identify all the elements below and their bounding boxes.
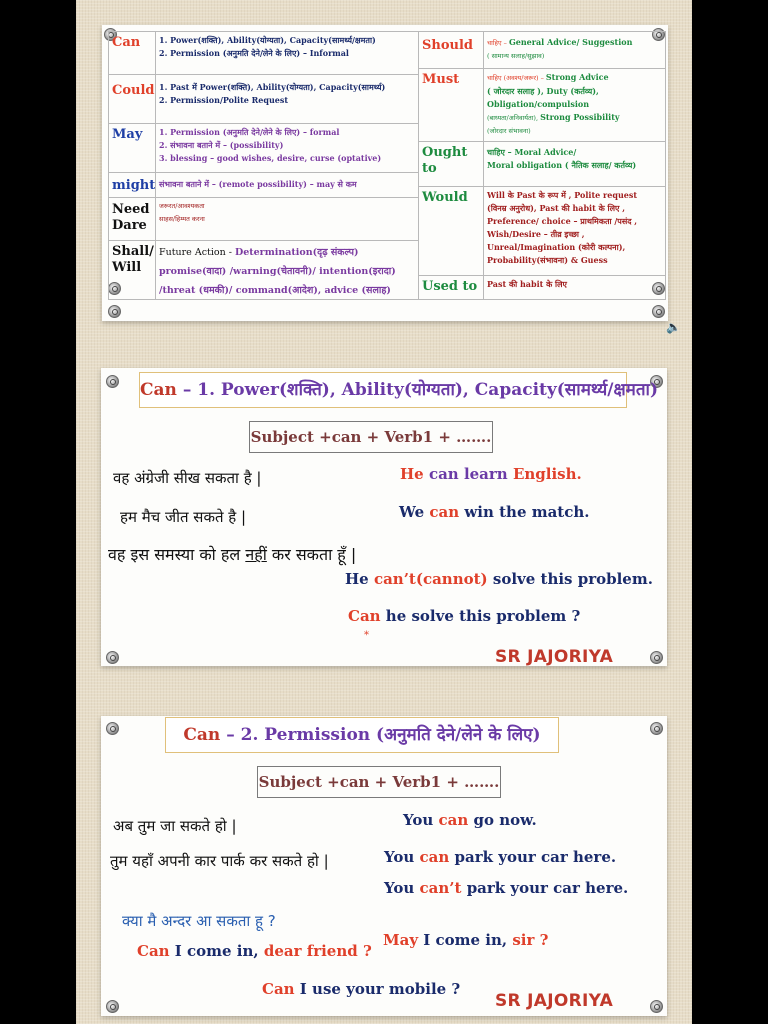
desc-used-to: Past की habit के लिए [483, 275, 666, 300]
key-used-to: Used to [418, 275, 484, 300]
key-might: might [108, 172, 156, 198]
key-can: Can [108, 31, 156, 75]
board1-english-1: He can learn English. [400, 465, 582, 483]
key-would: Would [418, 186, 484, 276]
desc-should: चाहिए – General Advice/ Suggestion ( सामान्य सलाह/सुझाव) [483, 31, 666, 69]
desc-may: 1. Permission (अनुमति देने/लेने के लिए) – formal 2. संभावना बताने में – (possibility) 3. blessing – good wishes, desire, curse (optative) [155, 123, 419, 173]
desc-ought-to: चाहिए – Moral Advice/ Moral obligation ( नैतिक सलाह/ कर्तव्य) [483, 141, 666, 187]
pin-icon [106, 1000, 119, 1013]
desc-would: Will के Past के रूप में , Polite request (विनम्र अनुरोध), Past की habit के लिए , Preference/ choice – प्राथमिकता /पसंद , Wish/Desire – तीव्र इच्छा , Unreal/Imagination (कोरी कल्पना), Probability(संभावना) & Guess [483, 186, 666, 276]
board2-hindi-2: तुम यहाँ अपनी कार पार्क कर सकते हो | [110, 852, 329, 870]
pin-icon [106, 651, 119, 664]
board1-hindi-3: वह इस समस्या को हल नहीं कर सकता हूँ | [108, 545, 357, 564]
board1-english-2: We can win the match. [399, 503, 590, 521]
board2-english-1: You can go now. [403, 811, 537, 829]
desc-shall-will: Future Action - Determination(दृढ़ संकल्प) promise(वादा) /warning(चेतावनी)/ intention(इरादा) /threat (धमकी)/ command(आदेश), advice (सलाह) [155, 240, 419, 300]
pin-icon [650, 651, 663, 664]
key-may: May [108, 123, 156, 173]
desc-can: 1. Power(शक्ति), Ability(योग्यता), Capacity(सामर्थ्य/क्षमता) 2. Permission (अनुमति देने/लेने के लिए) – Informal [155, 31, 419, 75]
board2-hindi-1: अब तुम जा सकते हो | [113, 817, 237, 835]
board2-hindi-4: क्या मै अन्दर आ सकता हू ? [122, 912, 276, 930]
board2-english-3: You can’t park your car here. [384, 879, 629, 897]
pin-icon [106, 722, 119, 735]
board2-formula: Subject +can + Verb1 + ……. [257, 766, 501, 798]
board2-english-5: Can I come in, dear friend ? [137, 942, 372, 960]
board1-english-3: He can’t(cannot) solve this problem. [345, 570, 653, 588]
key-could: Could [108, 74, 156, 124]
key-shall-will: Shall/ Will [108, 240, 156, 300]
desc-need-dare: जरूरत/आवश्यकता साहस/हिम्मत करना [155, 197, 419, 241]
desc-could: 1. Past में Power(शक्ति), Ability(योग्यता), Capacity(सामर्थ्य) 2. Permission/Polite Request [155, 74, 419, 124]
pin-icon [652, 305, 665, 318]
key-need-dare: Need Dare [108, 197, 156, 241]
pin-icon [650, 722, 663, 735]
desc-must: चाहिए (अवश्य/जरूर) – Strong Advice ( जोरदार सलाह ), Duty (कर्तव्य), Obligation/compulsion (बाध्यता/अनिवार्यता), Strong Possibility (जोरदार संभावना) [483, 68, 666, 142]
pin-icon [108, 305, 121, 318]
key-should: Should [418, 31, 484, 69]
pin-icon [106, 375, 119, 388]
board1-hindi-1: वह अंग्रेजी सीख सकता है | [113, 469, 262, 487]
board2-english-6: May I come in, sir ? [383, 931, 549, 949]
key-must: Must [418, 68, 484, 142]
red-dot-mark: * [364, 630, 369, 641]
board1-signature: SR JAJORIYA [495, 647, 614, 667]
board1-english-4: Can he solve this problem ? [348, 607, 581, 625]
board1-hindi-2: हम मैच जीत सकते है | [120, 508, 247, 526]
board2-signature: SR JAJORIYA [495, 991, 614, 1011]
board2-title: Can – 2. Permission (अनुमति देने/लेने के लिए) [165, 717, 559, 753]
board2-english-2: You can park your car here. [384, 848, 617, 866]
board1-formula: Subject +can + Verb1 + ……. [249, 421, 493, 453]
key-ought-to: Ought to [418, 141, 484, 187]
board1-title: Can – 1. Power(शक्ति), Ability(योग्यता), Capacity(सामर्थ्य/क्षमता) [139, 372, 627, 408]
pin-icon [650, 1000, 663, 1013]
speaker-icon: 🔈 [666, 320, 681, 334]
desc-might: संभावना बताने में – (remote possibility) – may से कम [155, 172, 419, 198]
board2-english-7: Can I use your mobile ? [262, 980, 461, 998]
